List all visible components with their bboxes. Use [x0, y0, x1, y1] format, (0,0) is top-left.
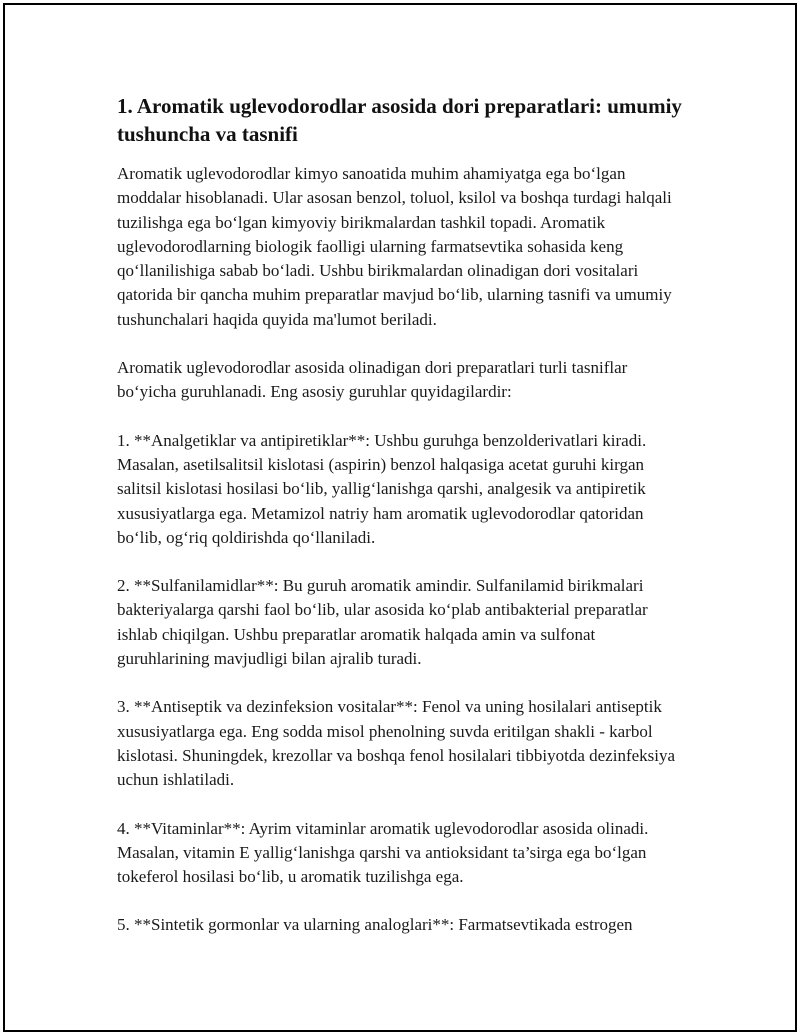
document-body [117, 92, 687, 962]
list-item-sulfanilamides: 2. **Sulfanilamidlar**: Bu guruh aromatik amindir. Sulfanilamid birikmalari bakteriyalarga qarshi faol bo‘lib, ular asosida ko‘plab antibakterial preparatlar ishlab chiqilgan. Ushbu preparatlar aromatik halqada amin va sulfonat guruhlarining mavjudligi bilan ajralib turadi. [117, 576, 648, 669]
list-item-antiseptics: 3. **Antiseptik va dezinfeksion vositalar**: Fenol va uning hosilalari antiseptik xususiyatlarga ega. Eng sodda misol phenolning suvda eritilgan shakli - karbol kislotasi. Shuningdek, krezollar va boshqa fenol hosilalari tibbiyotda dezinfeksiya uchun ishlatiladi. [117, 697, 676, 790]
list-item-vitamins: 4. **Vitaminlar**: Ayrim vitaminlar aromatik uglevodorodlar asosida olinadi. Masalan, vitamin E yallig‘lanishga qarshi va antioksidant ta’sirga ega bo‘lgan tokeferol hosilasi bo‘lib, u aromatik tuzilishga ega. [117, 818, 649, 887]
list-item-analgetics: 1. **Analgetiklar va antipiretiklar**: Ushbu guruhga benzolderivatlari kiradi. Masalan, asetilsalitsil kislotasi (aspirin) benzol halqasiga acetat guruhi kirgan salitsil kislotasi hosilasi bo‘lib, yallig‘lanishga qarshi, analgesik va antipiretik xususiyatlarga ega. Metamizol natriy ham aromatik uglevodorodlar qatoridan bo‘lib, og‘riq qoldirishda qo‘llaniladi. [117, 430, 647, 547]
page-title: 1. Aromatik uglevodorodlar asosida dori preparatlari: umumiy tushuncha va tasnifi [117, 94, 682, 146]
intro-paragraph: Aromatik uglevodorodlar kimyo sanoatida muhim ahamiyatga ega bo‘lgan moddalar hisoblanadi. Ular asosan benzol, toluol, ksilol va boshqa turdagi halqali tuzilishga ega bo‘lgan kimyoviy birikmalardan tashkil topadi. Aromatik uglevodorodlarning biologik faolligi ularning farmatsevtika sohasida keng qo‘llanilishiga sabab bo‘ladi. Ushbu birikmalardan olinadigan dori vositalari qatorida bir qancha muhim preparatlar mavjud bo‘lib, ularning tasnifi va umumiy tushunchalari haqida quyida ma'lumot beriladi. [117, 164, 672, 329]
list-item-hormones: 5. **Sintetik gormonlar va ularning analoglari**: Farmatsevtikada estrogen [117, 915, 633, 935]
classification-paragraph: Aromatik uglevodorodlar asosida olinadigan dori preparatlari turli tasniflar bo‘yicha guruhlanadi. Eng asosiy guruhlar quyidagilardir: [117, 358, 628, 402]
